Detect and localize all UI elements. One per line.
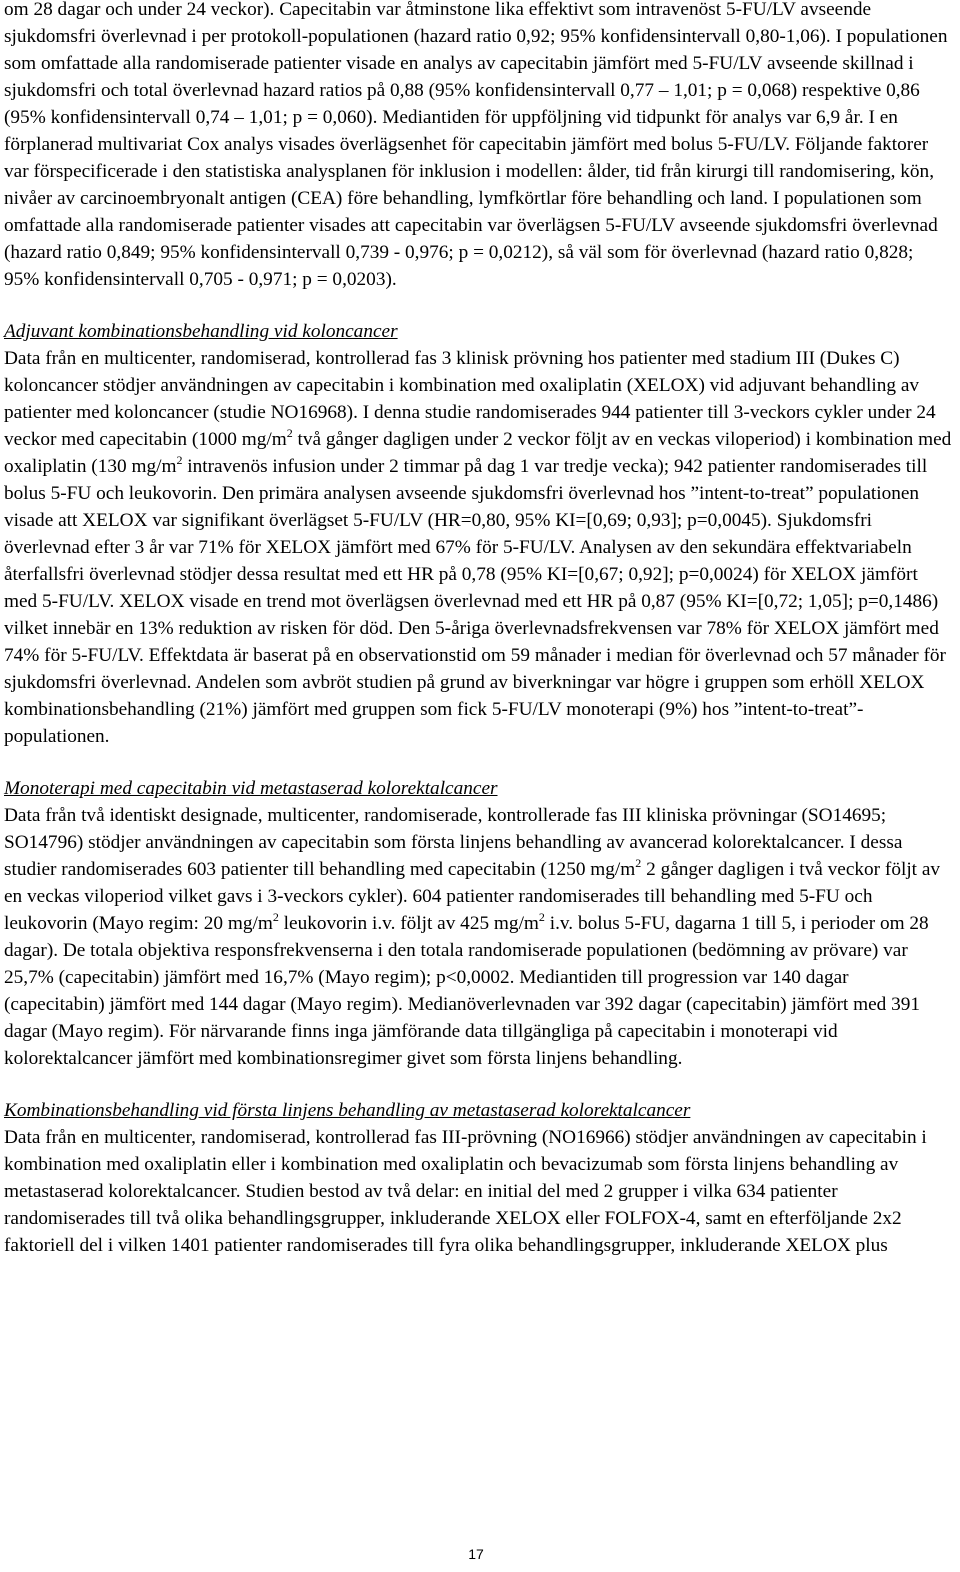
page-number: 17 (468, 1546, 484, 1562)
superscript: 2 (286, 426, 293, 440)
intro-paragraph: om 28 dagar och under 24 veckor). Capecitabin var åtminstone lika effektivt som intravenöst 5-FU/LV avseende sjukdomsfri överlevnad i per protokoll-populationen (hazard ratio 0,92; 95% konfidensintervall 0,80-1,06). I populationen som omfattade alla randomiserade patienter visade en analys av capecitabin jämfört med 5-FU/LV avseende skillnad i sjukdomsfri och total överlevnad hazard ratios på 0,88 (95% konfidensintervall 0,77 – 1,01; p = 0,068) respektive 0,86 (95% konfidensintervall 0,74 – 1,01; p = 0,060). Mediantiden för uppföljning vid tidpunkt för analys var 6,9 år. I en förplanerad multivariat Cox analys visades överlägsenhet för capecitabin jämfört med bolus 5-FU/LV. Följande faktorer var förspecificerade i den statistiska analysplanen för inklusion i modellen: ålder, tid från kirurgi till randomisering, kön, nivåer av carcinoembryonalt antigen (CEA) före behandling, lymfkörtlar före behandling och land. I populationen som omfattade alla randomiserade patienter visades att capecitabin var överlägsen 5-FU/LV avseende sjukdomsfri överlevnad (hazard ratio 0,849; 95% konfidensintervall 0,739 - 0,976; p = 0,0212), så väl som för överlevnad (hazard ratio 0,828; 95% konfidensintervall 0,705 - 0,971; p = 0,0203). (4, 0, 948, 290)
text-run: i.v. bolus 5-FU, dagarna 1 till 5, i perioder om 28 dagar). De totala objektiva responsfrekvenserna i den totala randomiserade populationen (bedömning av prövare) var 25,7% (capecitabin) jämfört med 16,7% (Mayo regim); p<0,0002. Mediantiden till progression var 140 dagar (capecitabin) jämfört med 144 dagar (Mayo regim). Medianöverlevnaden var 392 dagar (capecitabin) jämfört med 391 dagar (Mayo regim). För närvarande finns inga jämförande data tillgängliga på capecitabin i monoterapi vid kolorektalcancer jämfört med kombinationsregimer givet som första linjens behandling. (4, 913, 929, 1069)
text-run: leukovorin i.v. följt av 425 mg/m (278, 913, 539, 934)
section-heading-combination: Kombinationsbehandling vid första linjens behandling av metastaserad kolorektalcancer (4, 1100, 691, 1121)
text-run: intravenös infusion under 2 timmar på dag 1 var tredje vecka); 942 patienter randomiserades till bolus 5-FU och leukovorin. Den primära analysen avseende sjukdomsfri överlevnad hos ”intent-to-treat” populationen visade att XELOX var signifikant överlägset 5-FU/LV (HR=0,80, 95% KI=[0,69; 0,93]; p=0,0045). Sjukdomsfri överlevnad efter 3 år var 71% för XELOX jämfört med 67% för 5-FU/LV. Analysen av den sekundära effektvariabeln återfallsfri överlevnad stödjer dessa resultat med ett HR på 0,78 (95% KI=[0,67; 0,92]; p=0,0024) för XELOX jämfört med 5-FU/LV. XELOX visade en trend mot överlägsen överlevnad med ett HR på 0,87 (95% KI=[0,72; 1,05]; p=0,1486) vilket innebär en 13% reduktion av risken för död. Den 5-åriga överlevnadsfrekvensen var 78% för XELOX jämfört med 74% för 5-FU/LV. Effektdata är baserat på en observationstid om 59 månader i median för överlevnad och 57 månader för sjukdomsfri överlevnad. Andelen som avbröt studien på grund av biverkningar var högre i gruppen som erhöll XELOX kombinationsbehandling (21%) jämfört med gruppen som fick 5-FU/LV monoterapi (9%) hos ”intent-to-treat”-populationen. (4, 456, 946, 747)
text-run: två gånger dagligen under 2 veckor följt av en veckas viloperiod) i kombination med oxaliplatin (130 mg/m (4, 429, 952, 477)
text-run: Data från en multicenter, randomiserad, kontrollerad fas 3 klinisk prövning hos patienter med stadium III (Dukes C) koloncancer stödjer användningen av capecitabin i kombination med oxaliplatin (XELOX) vid adjuvant behandling av patienter med koloncancer (studie NO16968). I denna studie randomiserades 944 patienter till 3-veckors cykler under 24 veckor med capecitabin (1000 mg/m (4, 348, 936, 450)
section-heading-monotherapy: Monoterapi med capecitabin vid metastaserad kolorektalcancer (4, 778, 498, 799)
superscript: 2 (538, 910, 545, 924)
superscript: 2 (635, 856, 642, 870)
section-combination-paragraph: Data från en multicenter, randomiserad, kontrollerad fas III-prövning (NO16966) stödjer användningen av capecitabin i kombination med oxaliplatin eller i kombination med oxaliplatin och bevacizumab som första linjens behandling av metastaserad kolorektalcancer. Studien bestod av två delar: en initial del med 2 grupper i vilka 634 patienter randomiserades till två olika behandlingsgrupper, inkluderande XELOX eller FOLFOX-4, samt en efterföljande 2x2 faktoriell del i vilken 1401 patienter randomiserades till fyra olika behandlingsgrupper, inkluderande XELOX plus (4, 1127, 927, 1256)
text-run: 2 gånger dagligen i två veckor följt av en veckas viloperiod vilket gavs i 3-veckors cykler). 604 patienter randomiserades till behandling med 5-FU och leukovorin (Mayo regim: 20 mg/m (4, 859, 941, 934)
text-run: Data från två identiskt designade, multicenter, randomiserade, kontrollerade fas III kliniska prövningar (SO14695; SO14796) stödjer användningen av capecitabin som första linjens behandling av avancerad kolorektalcancer. I dessa studier randomiserades 603 patienter till behandling med capecitabin (1250 mg/m (4, 805, 903, 880)
document-page (4, 0, 952, 1259)
section-heading-adjuvant: Adjuvant kombinationsbehandling vid koloncancer (4, 321, 398, 342)
superscript: 2 (272, 910, 279, 924)
section-monotherapy-paragraph (4, 802, 952, 1072)
section-adjuvant-paragraph (4, 345, 952, 750)
superscript: 2 (176, 453, 183, 467)
